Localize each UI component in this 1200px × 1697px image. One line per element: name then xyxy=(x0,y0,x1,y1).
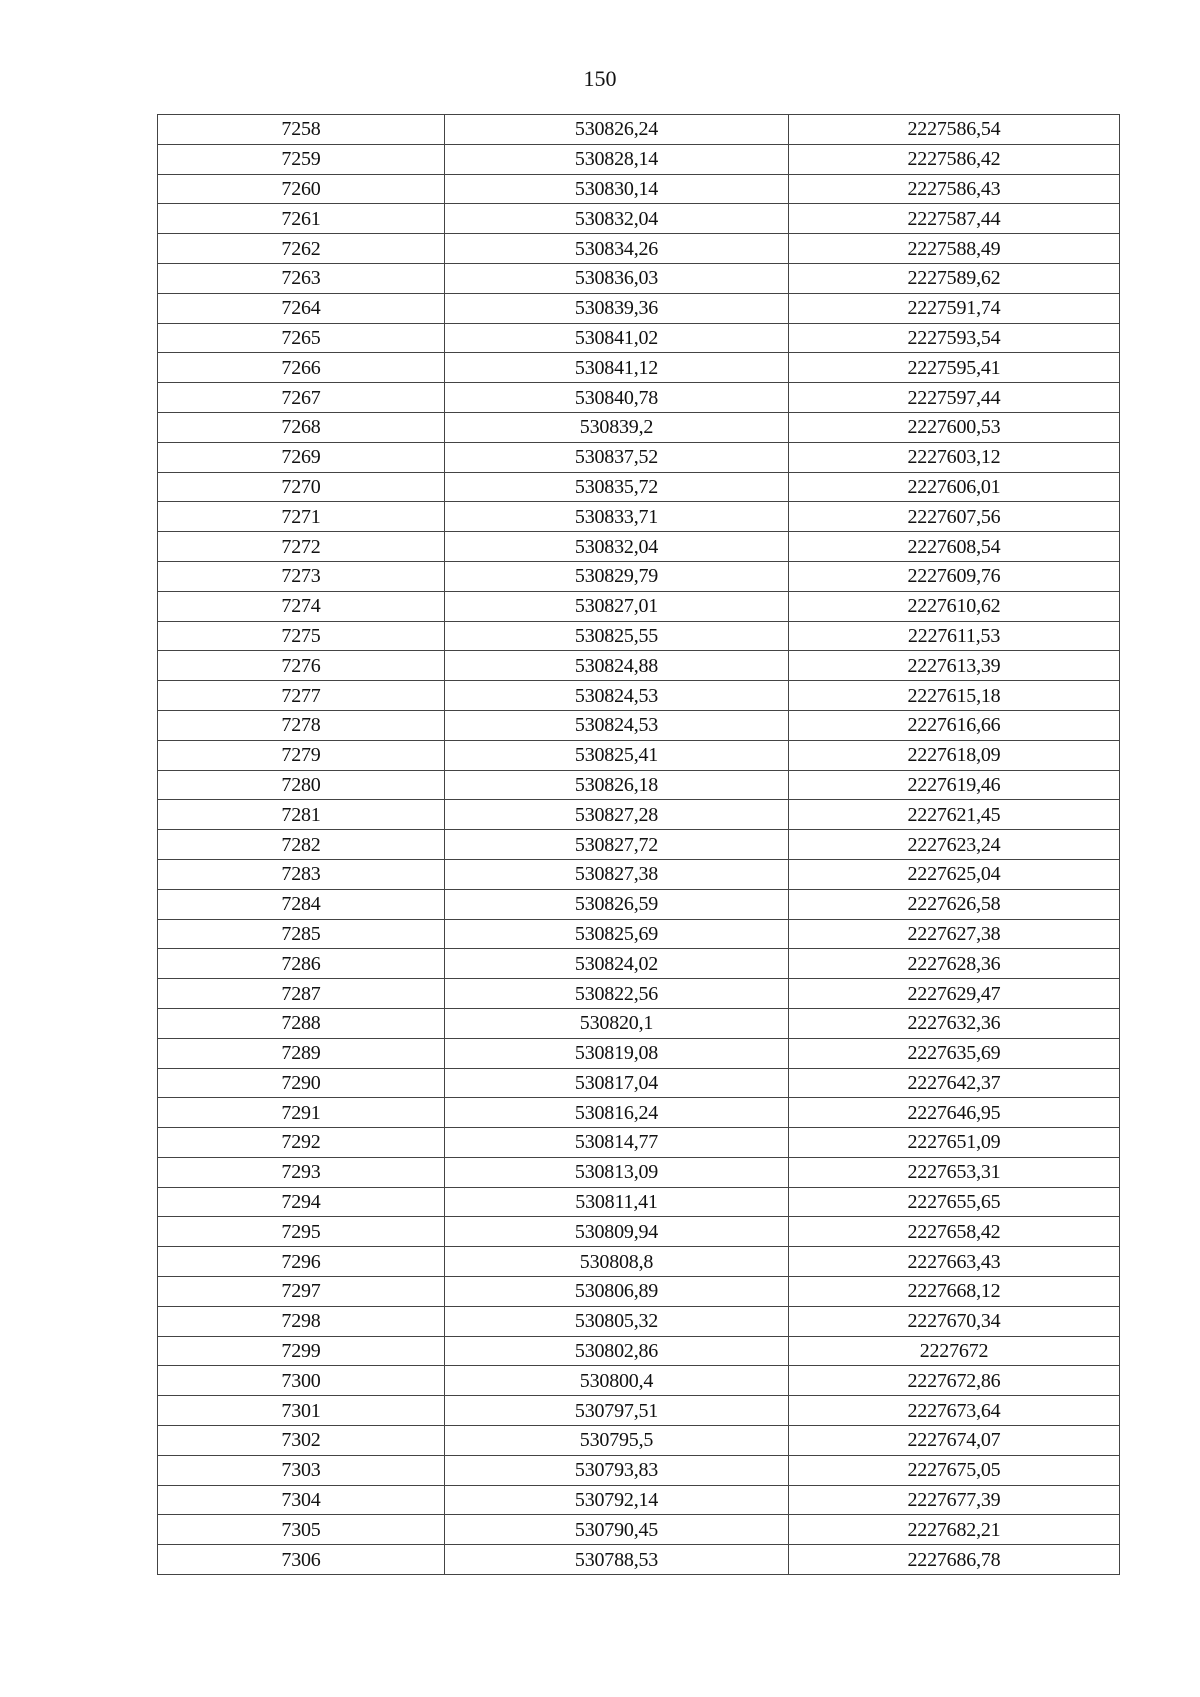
table-row xyxy=(158,830,1120,860)
point-number-cell: 7303 xyxy=(158,1455,445,1485)
coordinates-table xyxy=(157,114,1120,1575)
y-coordinate-cell: 2227611,53 xyxy=(789,621,1120,651)
table-row xyxy=(158,1366,1120,1396)
table-row xyxy=(158,204,1120,234)
x-coordinate-cell: 530792,14 xyxy=(445,1485,789,1515)
point-number-cell: 7295 xyxy=(158,1217,445,1247)
point-number-cell: 7302 xyxy=(158,1426,445,1456)
table-row xyxy=(158,1068,1120,1098)
table-row xyxy=(158,621,1120,651)
x-coordinate-cell: 530793,83 xyxy=(445,1455,789,1485)
y-coordinate-cell: 2227588,49 xyxy=(789,234,1120,264)
y-coordinate-cell: 2227642,37 xyxy=(789,1068,1120,1098)
x-coordinate-cell: 530805,32 xyxy=(445,1306,789,1336)
table-row xyxy=(158,949,1120,979)
x-coordinate-cell: 530825,55 xyxy=(445,621,789,651)
x-coordinate-cell: 530839,2 xyxy=(445,412,789,442)
point-number-cell: 7287 xyxy=(158,979,445,1009)
x-coordinate-cell: 530822,56 xyxy=(445,979,789,1009)
point-number-cell: 7301 xyxy=(158,1396,445,1426)
point-number-cell: 7273 xyxy=(158,561,445,591)
table-row xyxy=(158,1008,1120,1038)
y-coordinate-cell: 2227626,58 xyxy=(789,889,1120,919)
point-number-cell: 7262 xyxy=(158,234,445,264)
y-coordinate-cell: 2227663,43 xyxy=(789,1247,1120,1277)
x-coordinate-cell: 530811,41 xyxy=(445,1187,789,1217)
x-coordinate-cell: 530841,12 xyxy=(445,353,789,383)
x-coordinate-cell: 530790,45 xyxy=(445,1515,789,1545)
x-coordinate-cell: 530819,08 xyxy=(445,1038,789,1068)
y-coordinate-cell: 2227646,95 xyxy=(789,1098,1120,1128)
table-row xyxy=(158,770,1120,800)
table-row xyxy=(158,115,1120,145)
x-coordinate-cell: 530827,28 xyxy=(445,800,789,830)
y-coordinate-cell: 2227651,09 xyxy=(789,1128,1120,1158)
x-coordinate-cell: 530829,79 xyxy=(445,561,789,591)
y-coordinate-cell: 2227670,34 xyxy=(789,1306,1120,1336)
x-coordinate-cell: 530827,01 xyxy=(445,591,789,621)
point-number-cell: 7298 xyxy=(158,1306,445,1336)
point-number-cell: 7290 xyxy=(158,1068,445,1098)
point-number-cell: 7272 xyxy=(158,532,445,562)
point-number-cell: 7277 xyxy=(158,681,445,711)
table-row xyxy=(158,144,1120,174)
x-coordinate-cell: 530824,02 xyxy=(445,949,789,979)
table-row xyxy=(158,710,1120,740)
y-coordinate-cell: 2227607,56 xyxy=(789,502,1120,532)
y-coordinate-cell: 2227673,64 xyxy=(789,1396,1120,1426)
x-coordinate-cell: 530813,09 xyxy=(445,1157,789,1187)
table-row xyxy=(158,1306,1120,1336)
point-number-cell: 7268 xyxy=(158,412,445,442)
y-coordinate-cell: 2227587,44 xyxy=(789,204,1120,234)
point-number-cell: 7275 xyxy=(158,621,445,651)
y-coordinate-cell: 2227623,24 xyxy=(789,830,1120,860)
y-coordinate-cell: 2227632,36 xyxy=(789,1008,1120,1038)
table-row xyxy=(158,979,1120,1009)
point-number-cell: 7279 xyxy=(158,740,445,770)
table-row xyxy=(158,383,1120,413)
y-coordinate-cell: 2227674,07 xyxy=(789,1426,1120,1456)
table-row xyxy=(158,412,1120,442)
table-row xyxy=(158,651,1120,681)
table-row xyxy=(158,919,1120,949)
y-coordinate-cell: 2227655,65 xyxy=(789,1187,1120,1217)
y-coordinate-cell: 2227595,41 xyxy=(789,353,1120,383)
x-coordinate-cell: 530788,53 xyxy=(445,1545,789,1575)
y-coordinate-cell: 2227672 xyxy=(789,1336,1120,1366)
point-number-cell: 7269 xyxy=(158,442,445,472)
y-coordinate-cell: 2227610,62 xyxy=(789,591,1120,621)
point-number-cell: 7304 xyxy=(158,1485,445,1515)
y-coordinate-cell: 2227586,42 xyxy=(789,144,1120,174)
y-coordinate-cell: 2227677,39 xyxy=(789,1485,1120,1515)
x-coordinate-cell: 530834,26 xyxy=(445,234,789,264)
point-number-cell: 7285 xyxy=(158,919,445,949)
table-row xyxy=(158,591,1120,621)
table-row xyxy=(158,353,1120,383)
y-coordinate-cell: 2227589,62 xyxy=(789,263,1120,293)
y-coordinate-cell: 2227628,36 xyxy=(789,949,1120,979)
y-coordinate-cell: 2227616,66 xyxy=(789,710,1120,740)
y-coordinate-cell: 2227591,74 xyxy=(789,293,1120,323)
x-coordinate-cell: 530830,14 xyxy=(445,174,789,204)
y-coordinate-cell: 2227609,76 xyxy=(789,561,1120,591)
y-coordinate-cell: 2227606,01 xyxy=(789,472,1120,502)
x-coordinate-cell: 530824,53 xyxy=(445,710,789,740)
y-coordinate-cell: 2227629,47 xyxy=(789,979,1120,1009)
y-coordinate-cell: 2227600,53 xyxy=(789,412,1120,442)
point-number-cell: 7259 xyxy=(158,144,445,174)
x-coordinate-cell: 530826,59 xyxy=(445,889,789,919)
point-number-cell: 7291 xyxy=(158,1098,445,1128)
table-row xyxy=(158,472,1120,502)
table-row xyxy=(158,1157,1120,1187)
y-coordinate-cell: 2227615,18 xyxy=(789,681,1120,711)
x-coordinate-cell: 530840,78 xyxy=(445,383,789,413)
y-coordinate-cell: 2227621,45 xyxy=(789,800,1120,830)
x-coordinate-cell: 530808,8 xyxy=(445,1247,789,1277)
point-number-cell: 7258 xyxy=(158,115,445,145)
x-coordinate-cell: 530832,04 xyxy=(445,204,789,234)
x-coordinate-cell: 530817,04 xyxy=(445,1068,789,1098)
table-row xyxy=(158,1485,1120,1515)
x-coordinate-cell: 530795,5 xyxy=(445,1426,789,1456)
point-number-cell: 7306 xyxy=(158,1545,445,1575)
point-number-cell: 7294 xyxy=(158,1187,445,1217)
y-coordinate-cell: 2227625,04 xyxy=(789,859,1120,889)
table-row xyxy=(158,442,1120,472)
x-coordinate-cell: 530824,88 xyxy=(445,651,789,681)
point-number-cell: 7271 xyxy=(158,502,445,532)
table-row xyxy=(158,293,1120,323)
x-coordinate-cell: 530827,72 xyxy=(445,830,789,860)
point-number-cell: 7281 xyxy=(158,800,445,830)
x-coordinate-cell: 530814,77 xyxy=(445,1128,789,1158)
x-coordinate-cell: 530806,89 xyxy=(445,1277,789,1307)
y-coordinate-cell: 2227613,39 xyxy=(789,651,1120,681)
y-coordinate-cell: 2227686,78 xyxy=(789,1545,1120,1575)
table-row xyxy=(158,1247,1120,1277)
x-coordinate-cell: 530825,69 xyxy=(445,919,789,949)
table-row xyxy=(158,1277,1120,1307)
table-row xyxy=(158,532,1120,562)
x-coordinate-cell: 530841,02 xyxy=(445,323,789,353)
table-row xyxy=(158,1038,1120,1068)
point-number-cell: 7293 xyxy=(158,1157,445,1187)
point-number-cell: 7274 xyxy=(158,591,445,621)
y-coordinate-cell: 2227603,12 xyxy=(789,442,1120,472)
point-number-cell: 7260 xyxy=(158,174,445,204)
x-coordinate-cell: 530826,24 xyxy=(445,115,789,145)
x-coordinate-cell: 530835,72 xyxy=(445,472,789,502)
point-number-cell: 7282 xyxy=(158,830,445,860)
table-row xyxy=(158,263,1120,293)
y-coordinate-cell: 2227635,69 xyxy=(789,1038,1120,1068)
point-number-cell: 7300 xyxy=(158,1366,445,1396)
y-coordinate-cell: 2227627,38 xyxy=(789,919,1120,949)
y-coordinate-cell: 2227672,86 xyxy=(789,1366,1120,1396)
table-row xyxy=(158,1336,1120,1366)
point-number-cell: 7296 xyxy=(158,1247,445,1277)
x-coordinate-cell: 530797,51 xyxy=(445,1396,789,1426)
point-number-cell: 7270 xyxy=(158,472,445,502)
point-number-cell: 7289 xyxy=(158,1038,445,1068)
y-coordinate-cell: 2227682,21 xyxy=(789,1515,1120,1545)
x-coordinate-cell: 530809,94 xyxy=(445,1217,789,1247)
point-number-cell: 7305 xyxy=(158,1515,445,1545)
x-coordinate-cell: 530836,03 xyxy=(445,263,789,293)
x-coordinate-cell: 530824,53 xyxy=(445,681,789,711)
table-row xyxy=(158,1187,1120,1217)
x-coordinate-cell: 530839,36 xyxy=(445,293,789,323)
x-coordinate-cell: 530827,38 xyxy=(445,859,789,889)
y-coordinate-cell: 2227608,54 xyxy=(789,532,1120,562)
y-coordinate-cell: 2227658,42 xyxy=(789,1217,1120,1247)
point-number-cell: 7292 xyxy=(158,1128,445,1158)
y-coordinate-cell: 2227597,44 xyxy=(789,383,1120,413)
y-coordinate-cell: 2227675,05 xyxy=(789,1455,1120,1485)
y-coordinate-cell: 2227593,54 xyxy=(789,323,1120,353)
table-row xyxy=(158,561,1120,591)
table-row xyxy=(158,1217,1120,1247)
table-row xyxy=(158,1455,1120,1485)
x-coordinate-cell: 530828,14 xyxy=(445,144,789,174)
table-row xyxy=(158,1098,1120,1128)
point-number-cell: 7280 xyxy=(158,770,445,800)
point-number-cell: 7299 xyxy=(158,1336,445,1366)
table-row xyxy=(158,681,1120,711)
y-coordinate-cell: 2227653,31 xyxy=(789,1157,1120,1187)
x-coordinate-cell: 530802,86 xyxy=(445,1336,789,1366)
y-coordinate-cell: 2227619,46 xyxy=(789,770,1120,800)
table-row xyxy=(158,1515,1120,1545)
table-row xyxy=(158,1128,1120,1158)
coordinates-table-body xyxy=(158,115,1120,1575)
table-row xyxy=(158,889,1120,919)
table-row xyxy=(158,174,1120,204)
y-coordinate-cell: 2227586,54 xyxy=(789,115,1120,145)
point-number-cell: 7261 xyxy=(158,204,445,234)
point-number-cell: 7297 xyxy=(158,1277,445,1307)
y-coordinate-cell: 2227586,43 xyxy=(789,174,1120,204)
table-row xyxy=(158,1545,1120,1575)
point-number-cell: 7278 xyxy=(158,710,445,740)
point-number-cell: 7288 xyxy=(158,1008,445,1038)
point-number-cell: 7265 xyxy=(158,323,445,353)
x-coordinate-cell: 530833,71 xyxy=(445,502,789,532)
table-row xyxy=(158,800,1120,830)
y-coordinate-cell: 2227618,09 xyxy=(789,740,1120,770)
table-row xyxy=(158,502,1120,532)
table-row xyxy=(158,740,1120,770)
point-number-cell: 7284 xyxy=(158,889,445,919)
x-coordinate-cell: 530832,04 xyxy=(445,532,789,562)
y-coordinate-cell: 2227668,12 xyxy=(789,1277,1120,1307)
page-number: 150 xyxy=(583,66,617,91)
table-row xyxy=(158,234,1120,264)
x-coordinate-cell: 530800,4 xyxy=(445,1366,789,1396)
point-number-cell: 7263 xyxy=(158,263,445,293)
point-number-cell: 7283 xyxy=(158,859,445,889)
point-number-cell: 7267 xyxy=(158,383,445,413)
table-row xyxy=(158,859,1120,889)
table-row xyxy=(158,1426,1120,1456)
table-row xyxy=(158,323,1120,353)
x-coordinate-cell: 530826,18 xyxy=(445,770,789,800)
x-coordinate-cell: 530837,52 xyxy=(445,442,789,472)
x-coordinate-cell: 530825,41 xyxy=(445,740,789,770)
point-number-cell: 7266 xyxy=(158,353,445,383)
point-number-cell: 7264 xyxy=(158,293,445,323)
point-number-cell: 7276 xyxy=(158,651,445,681)
table-row xyxy=(158,1396,1120,1426)
point-number-cell: 7286 xyxy=(158,949,445,979)
x-coordinate-cell: 530816,24 xyxy=(445,1098,789,1128)
x-coordinate-cell: 530820,1 xyxy=(445,1008,789,1038)
